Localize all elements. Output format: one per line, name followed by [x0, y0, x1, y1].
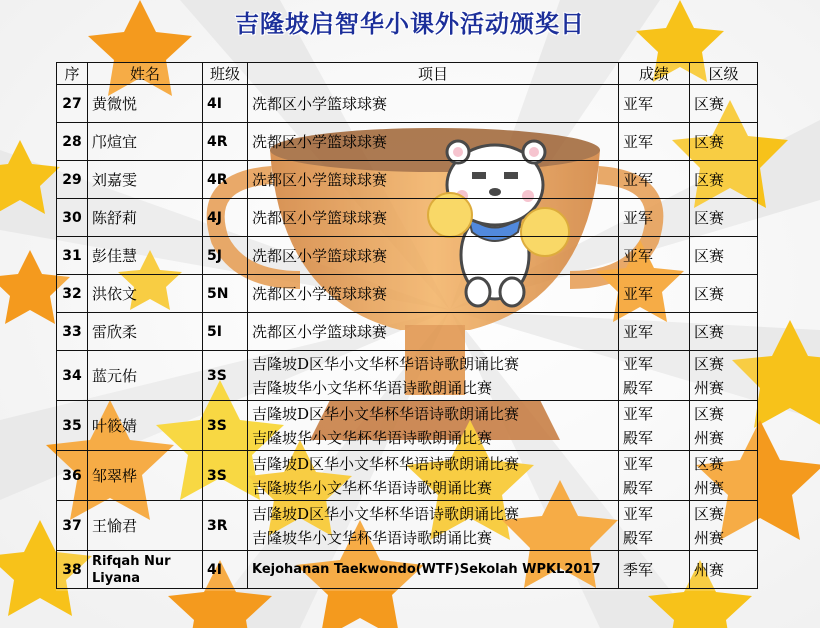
result-cell — [619, 401, 690, 451]
result-cell — [619, 551, 690, 589]
event-name: 吉隆坡D区华小文华杯华语诗歌朗诵比赛 — [252, 404, 520, 423]
student-name: Rifqah Nur Liyana — [88, 551, 203, 589]
event-name: 吉隆坡华小文华杯华语诗歌朗诵比赛 — [252, 528, 493, 547]
level-cell — [690, 451, 758, 501]
event-cell — [248, 161, 619, 199]
student-name: 蓝元佑 — [88, 351, 203, 401]
level-text: 区赛 — [694, 504, 725, 523]
student-name: 彭佳慧 — [88, 237, 203, 275]
class-code: 3R — [203, 501, 248, 551]
result-cell — [619, 451, 690, 501]
table-row — [57, 237, 758, 275]
result-text: 亚军 — [623, 208, 654, 227]
row-number: 34 — [57, 351, 88, 401]
result-text: 亚军 — [623, 504, 654, 523]
event-name: 吉隆坡华小文华杯华语诗歌朗诵比赛 — [252, 428, 493, 447]
result-cell — [619, 161, 690, 199]
student-name: 刘嘉雯 — [88, 161, 203, 199]
event-name: 冼都区小学篮球球赛 — [252, 94, 388, 113]
student-name: 雷欣柔 — [88, 313, 203, 351]
level-text: 区赛 — [694, 246, 725, 265]
row-number: 35 — [57, 401, 88, 451]
result-text: 亚军 — [623, 170, 654, 189]
event-name: 冼都区小学篮球球赛 — [252, 132, 388, 151]
awards-table — [56, 62, 758, 589]
class-code: 4I — [203, 85, 248, 123]
event-cell — [248, 451, 619, 501]
row-number: 32 — [57, 275, 88, 313]
student-name: 邝煊宜 — [88, 123, 203, 161]
level-text: 区赛 — [694, 322, 725, 341]
event-name: 冼都区小学篮球球赛 — [252, 284, 388, 303]
event-cell — [248, 501, 619, 551]
event-cell — [248, 551, 619, 589]
class-code: 3S — [203, 401, 248, 451]
row-number: 37 — [57, 501, 88, 551]
result-text: 亚军 — [623, 354, 654, 373]
event-cell — [248, 275, 619, 313]
result-cell — [619, 85, 690, 123]
event-name: 冼都区小学篮球球赛 — [252, 246, 388, 265]
row-number: 36 — [57, 451, 88, 501]
class-code: 4R — [203, 123, 248, 161]
event-cell — [248, 351, 619, 401]
event-name: 吉隆坡D区华小文华杯华语诗歌朗诵比赛 — [252, 504, 520, 523]
result-text: 亚军 — [623, 94, 654, 113]
header-item: 项目 — [248, 63, 619, 85]
result-cell — [619, 123, 690, 161]
level-text: 区赛 — [694, 454, 725, 473]
event-name: 吉隆坡D区华小文华杯华语诗歌朗诵比赛 — [252, 454, 520, 473]
level-cell — [690, 237, 758, 275]
student-name: 陈舒莉 — [88, 199, 203, 237]
event-cell — [248, 237, 619, 275]
level-text: 区赛 — [694, 284, 725, 303]
student-name: 黄微悦 — [88, 85, 203, 123]
student-name: 邹翠桦 — [88, 451, 203, 501]
result-text: 亚军 — [623, 404, 654, 423]
level-cell — [690, 313, 758, 351]
class-code: 3S — [203, 351, 248, 401]
class-code: 4I — [203, 551, 248, 589]
level-text: 州赛 — [694, 378, 725, 397]
level-cell — [690, 123, 758, 161]
header-class: 班级 — [203, 63, 248, 85]
result-cell — [619, 501, 690, 551]
result-text: 亚军 — [623, 132, 654, 151]
row-number: 27 — [57, 85, 88, 123]
class-code: 5N — [203, 275, 248, 313]
result-cell — [619, 237, 690, 275]
table-row — [57, 313, 758, 351]
level-cell — [690, 351, 758, 401]
student-name: 叶筱婧 — [88, 401, 203, 451]
row-number: 28 — [57, 123, 88, 161]
row-number: 31 — [57, 237, 88, 275]
header-name: 姓名 — [88, 63, 203, 85]
level-cell — [690, 85, 758, 123]
event-name: Kejohanan Taekwondo(WTF)Sekolah WPKL2017 — [252, 561, 601, 577]
level-text: 区赛 — [694, 170, 725, 189]
level-text: 州赛 — [694, 428, 725, 447]
table-row — [57, 351, 758, 401]
table-row — [57, 275, 758, 313]
result-text: 亚军 — [623, 246, 654, 265]
level-text: 区赛 — [694, 354, 725, 373]
level-text: 区赛 — [694, 132, 725, 151]
table-row — [57, 551, 758, 589]
level-cell — [690, 501, 758, 551]
event-cell — [248, 313, 619, 351]
result-text: 亚军 — [623, 322, 654, 341]
table-header-row — [57, 63, 758, 85]
event-cell — [248, 199, 619, 237]
table-row — [57, 451, 758, 501]
level-cell — [690, 275, 758, 313]
row-number: 33 — [57, 313, 88, 351]
result-text: 季军 — [623, 560, 654, 579]
result-text: 殿军 — [623, 478, 654, 497]
event-cell — [248, 85, 619, 123]
event-name: 吉隆坡华小文华杯华语诗歌朗诵比赛 — [252, 478, 493, 497]
class-code: 3S — [203, 451, 248, 501]
level-text: 区赛 — [694, 208, 725, 227]
class-code: 4J — [203, 199, 248, 237]
level-text: 州赛 — [694, 528, 725, 547]
table-row — [57, 199, 758, 237]
result-text: 亚军 — [623, 454, 654, 473]
level-cell — [690, 401, 758, 451]
event-name: 吉隆坡D区华小文华杯华语诗歌朗诵比赛 — [252, 354, 520, 373]
header-no: 序 — [57, 63, 88, 85]
event-name: 吉隆坡华小文华杯华语诗歌朗诵比赛 — [252, 378, 493, 397]
class-code: 4R — [203, 161, 248, 199]
table-row — [57, 401, 758, 451]
event-name: 冼都区小学篮球球赛 — [252, 170, 388, 189]
row-number: 30 — [57, 199, 88, 237]
level-cell — [690, 551, 758, 589]
table-row — [57, 85, 758, 123]
level-text: 州赛 — [694, 560, 725, 579]
student-name: 王愉君 — [88, 501, 203, 551]
table-row — [57, 161, 758, 199]
event-name: 冼都区小学篮球球赛 — [252, 322, 388, 341]
header-level: 区级 — [690, 63, 758, 85]
event-cell — [248, 401, 619, 451]
event-cell — [248, 123, 619, 161]
result-cell — [619, 313, 690, 351]
level-cell — [690, 161, 758, 199]
row-number: 38 — [57, 551, 88, 589]
level-text: 区赛 — [694, 404, 725, 423]
class-code: 5J — [203, 237, 248, 275]
result-cell — [619, 199, 690, 237]
level-cell — [690, 199, 758, 237]
class-code: 5I — [203, 313, 248, 351]
page-title: 吉隆坡启智华小课外活动颁奖日 — [235, 10, 585, 38]
result-text: 殿军 — [623, 528, 654, 547]
event-name: 冼都区小学篮球球赛 — [252, 208, 388, 227]
table-row — [57, 123, 758, 161]
level-text: 州赛 — [694, 478, 725, 497]
result-text: 亚军 — [623, 284, 654, 303]
header-result: 成绩 — [619, 63, 690, 85]
result-cell — [619, 275, 690, 313]
level-text: 区赛 — [694, 94, 725, 113]
row-number: 29 — [57, 161, 88, 199]
student-name: 洪依文 — [88, 275, 203, 313]
result-text: 殿军 — [623, 428, 654, 447]
result-cell — [619, 351, 690, 401]
table-row — [57, 501, 758, 551]
result-text: 殿军 — [623, 378, 654, 397]
